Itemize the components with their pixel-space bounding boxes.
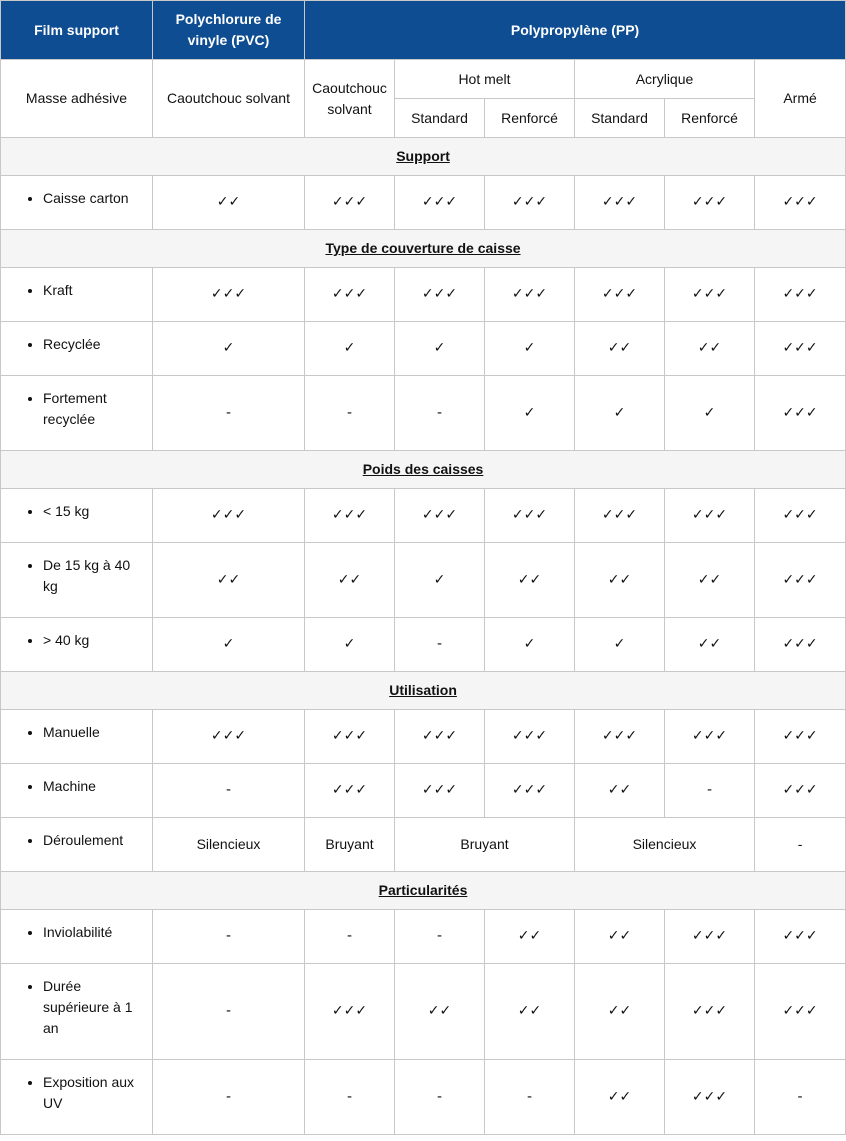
row-label — [1, 268, 153, 322]
table-cell: ✓✓✓ — [665, 176, 755, 230]
hot-melt-renforce: Renforcé — [485, 99, 575, 138]
row-label — [1, 489, 153, 543]
table-cell: ✓✓ — [665, 618, 755, 672]
table-cell: ✓✓✓ — [755, 268, 846, 322]
table-row — [1, 618, 846, 672]
row-label-text: • Durée supérieure à 1 an — [43, 976, 142, 1039]
section-title: Particularités — [1, 872, 846, 910]
table-cell: ✓✓✓ — [755, 322, 846, 376]
table-cell: - — [755, 818, 846, 872]
table-cell: - — [305, 910, 395, 964]
acrylique-renforce: Renforcé — [665, 99, 755, 138]
table-cell: ✓✓✓ — [305, 964, 395, 1060]
table-cell: ✓✓✓ — [485, 489, 575, 543]
pvc-adhesive: Caoutchouc solvant — [153, 60, 305, 138]
table-cell: ✓✓✓ — [755, 376, 846, 451]
row-label — [1, 818, 153, 872]
row-label — [1, 322, 153, 376]
table-row — [1, 818, 846, 872]
table-cell: ✓✓✓ — [395, 176, 485, 230]
table-row — [1, 489, 846, 543]
section-title: Type de couverture de caisse — [1, 230, 846, 268]
header-row — [1, 1, 846, 60]
table-cell: ✓✓✓ — [755, 964, 846, 1060]
row-label — [1, 764, 153, 818]
table-cell: ✓✓ — [575, 1060, 665, 1135]
row-label-text: • Déroulement — [43, 830, 142, 851]
table-cell: - — [153, 1060, 305, 1135]
table-cell: ✓✓ — [575, 322, 665, 376]
section-title: Support — [1, 138, 846, 176]
table-cell: ✓✓ — [665, 322, 755, 376]
pp-caoutchouc: Caoutchouc solvant — [305, 60, 395, 138]
table-cell: ✓✓ — [153, 176, 305, 230]
table-row — [1, 176, 846, 230]
table-cell: ✓✓✓ — [665, 489, 755, 543]
table-cell: ✓✓✓ — [153, 489, 305, 543]
table-cell: ✓ — [305, 618, 395, 672]
row-label-text: • Fortement recyclée — [43, 388, 142, 430]
section-row — [1, 230, 846, 268]
table-cell: - — [153, 964, 305, 1060]
table-cell: ✓✓✓ — [395, 489, 485, 543]
table-cell: ✓✓✓ — [755, 618, 846, 672]
table-cell: ✓✓✓ — [575, 489, 665, 543]
table-cell: ✓✓✓ — [305, 489, 395, 543]
row-label — [1, 910, 153, 964]
table-cell: ✓ — [395, 543, 485, 618]
table-cell: Silencieux — [153, 818, 305, 872]
table-row — [1, 322, 846, 376]
table-cell: ✓✓✓ — [575, 268, 665, 322]
table-cell: ✓✓✓ — [485, 710, 575, 764]
table-cell: ✓ — [485, 322, 575, 376]
section-row — [1, 138, 846, 176]
table-cell: - — [305, 376, 395, 451]
table-cell: ✓✓✓ — [755, 910, 846, 964]
table-cell: - — [395, 910, 485, 964]
table-cell: ✓✓✓ — [665, 910, 755, 964]
table-cell: Bruyant — [395, 818, 575, 872]
table-cell: Silencieux — [575, 818, 755, 872]
table-cell: ✓✓✓ — [305, 710, 395, 764]
table-cell: - — [153, 764, 305, 818]
table-cell: ✓✓✓ — [485, 764, 575, 818]
table-cell: ✓ — [575, 618, 665, 672]
section-title: Poids des caisses — [1, 451, 846, 489]
table-cell: ✓✓ — [305, 543, 395, 618]
row-label-text: • Inviolabilité — [43, 922, 142, 943]
table-cell: ✓✓✓ — [305, 764, 395, 818]
table-cell: ✓✓✓ — [665, 1060, 755, 1135]
table-cell: ✓✓ — [485, 543, 575, 618]
table-cell: - — [755, 1060, 846, 1135]
table-cell: ✓ — [485, 618, 575, 672]
table-cell: - — [395, 618, 485, 672]
table-cell: - — [153, 376, 305, 451]
acrylique-header: Acrylique — [575, 60, 755, 99]
table-cell: ✓ — [305, 322, 395, 376]
table-row — [1, 910, 846, 964]
table-cell: ✓✓ — [575, 764, 665, 818]
table-cell: ✓✓✓ — [485, 176, 575, 230]
table-cell: ✓ — [153, 618, 305, 672]
arme-header: Armé — [755, 60, 846, 138]
row-label-text: • Kraft — [43, 280, 142, 301]
header-film-support: Film support — [1, 1, 153, 60]
table-cell: - — [395, 376, 485, 451]
row-label — [1, 618, 153, 672]
table-cell: ✓✓✓ — [755, 710, 846, 764]
table-cell: ✓ — [153, 322, 305, 376]
table-cell: ✓✓ — [485, 964, 575, 1060]
hot-melt-header: Hot melt — [395, 60, 575, 99]
table-cell: ✓ — [395, 322, 485, 376]
row-label-text: • Exposition aux UV — [43, 1072, 142, 1114]
table-cell: ✓✓✓ — [395, 268, 485, 322]
section-row — [1, 451, 846, 489]
row-label — [1, 376, 153, 451]
table-cell: ✓✓ — [575, 964, 665, 1060]
table-cell: ✓✓✓ — [305, 176, 395, 230]
hot-melt-standard: Standard — [395, 99, 485, 138]
row-label — [1, 543, 153, 618]
table-cell: ✓✓✓ — [153, 710, 305, 764]
table-row — [1, 964, 846, 1060]
section-title: Utilisation — [1, 672, 846, 710]
row-label — [1, 964, 153, 1060]
table-body — [1, 60, 846, 1135]
subheader-row-1 — [1, 60, 846, 99]
row-label-text: • Machine — [43, 776, 142, 797]
table-cell: - — [395, 1060, 485, 1135]
acrylique-standard: Standard — [575, 99, 665, 138]
row-label — [1, 176, 153, 230]
table-row — [1, 710, 846, 764]
section-row — [1, 872, 846, 910]
table-cell: ✓✓ — [665, 543, 755, 618]
table-cell: ✓ — [485, 376, 575, 451]
table-cell: ✓✓✓ — [755, 176, 846, 230]
table-cell: - — [665, 764, 755, 818]
row-label — [1, 1060, 153, 1135]
table-cell: ✓✓✓ — [755, 764, 846, 818]
section-row — [1, 672, 846, 710]
row-label-text: • < 15 kg — [43, 501, 142, 522]
table-cell: ✓✓✓ — [665, 710, 755, 764]
table-cell: ✓✓ — [395, 964, 485, 1060]
table-cell: ✓ — [575, 376, 665, 451]
table-cell: ✓✓✓ — [665, 964, 755, 1060]
masse-adhesive-label: Masse adhésive — [1, 60, 153, 138]
row-label-text: • Manuelle — [43, 722, 142, 743]
table-cell: ✓✓✓ — [395, 710, 485, 764]
table-cell: ✓✓✓ — [395, 764, 485, 818]
table-cell: ✓ — [665, 376, 755, 451]
header-pp: Polypropylène (PP) — [305, 1, 846, 60]
header-pvc: Polychlorure de vinyle (PVC) — [153, 1, 305, 60]
table-cell: ✓✓ — [153, 543, 305, 618]
table-row — [1, 268, 846, 322]
row-label-text: • Recyclée — [43, 334, 142, 355]
table-cell: ✓✓ — [575, 543, 665, 618]
table-cell: ✓✓✓ — [153, 268, 305, 322]
table-row — [1, 376, 846, 451]
table-cell: ✓✓ — [575, 910, 665, 964]
table-cell: Bruyant — [305, 818, 395, 872]
table-row — [1, 543, 846, 618]
table-cell: ✓✓✓ — [305, 268, 395, 322]
table-cell: - — [153, 910, 305, 964]
table-cell: - — [485, 1060, 575, 1135]
table-cell: ✓✓✓ — [665, 268, 755, 322]
table-cell: ✓✓✓ — [575, 710, 665, 764]
table-cell: ✓✓✓ — [755, 489, 846, 543]
row-label-text: • Caisse carton — [43, 188, 142, 209]
table-cell: ✓✓✓ — [755, 543, 846, 618]
row-label — [1, 710, 153, 764]
table-row — [1, 1060, 846, 1135]
row-label-text: • > 40 kg — [43, 630, 142, 651]
table-cell: ✓✓✓ — [485, 268, 575, 322]
table-cell: ✓✓✓ — [575, 176, 665, 230]
row-label-text: • De 15 kg à 40 kg — [43, 555, 142, 597]
table-cell: - — [305, 1060, 395, 1135]
table-cell: ✓✓ — [485, 910, 575, 964]
table-row — [1, 764, 846, 818]
